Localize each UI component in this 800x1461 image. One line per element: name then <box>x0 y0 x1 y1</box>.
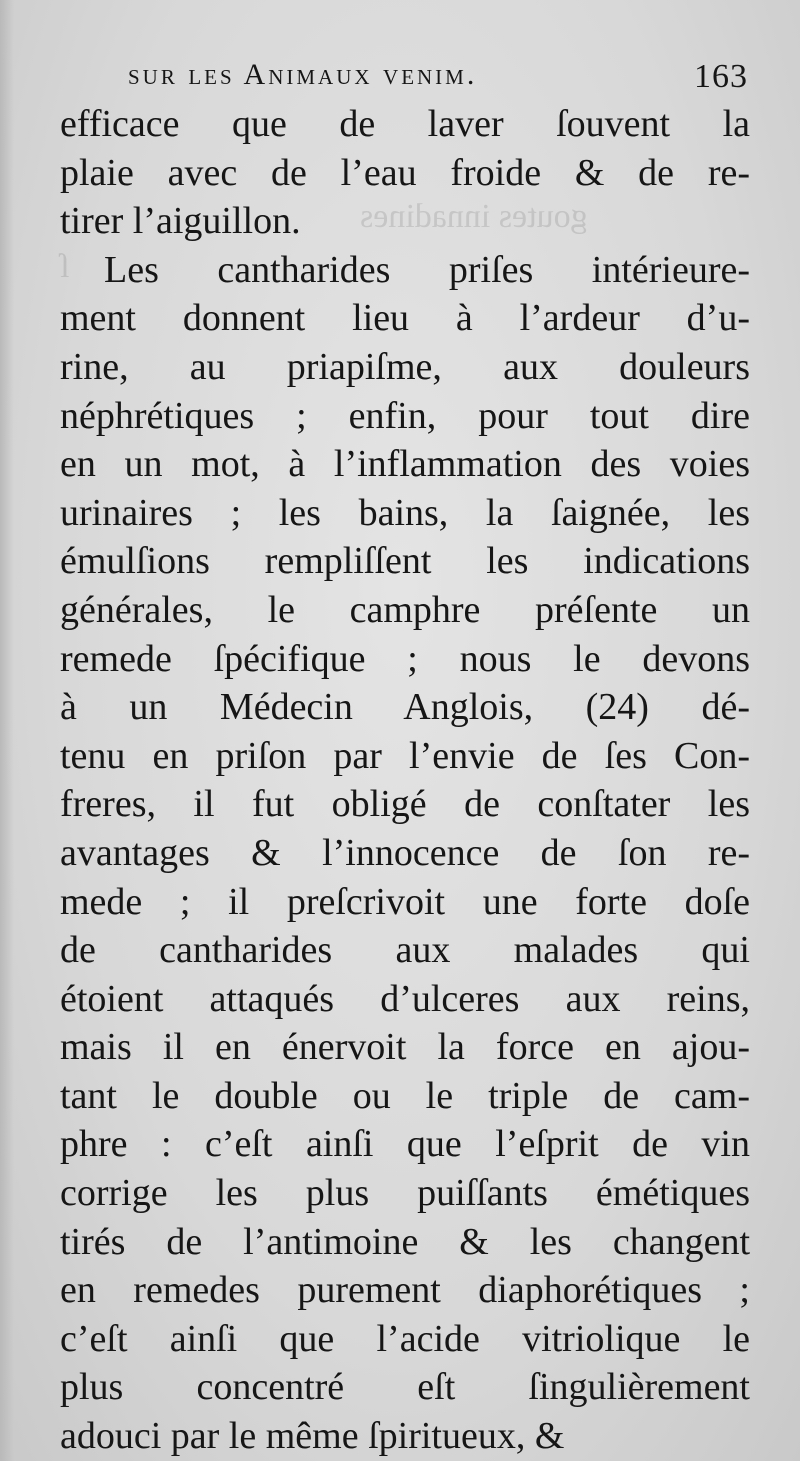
text-line: mais il en énervoit la force en ajou- <box>60 1026 750 1069</box>
text-line: générales, le camphre préſente un <box>60 588 750 631</box>
text-line: adouci par le même ſpiritueux, & <box>60 1415 565 1458</box>
text-line: en un mot, à l’inflammation des voies <box>60 443 750 486</box>
text-line: à un Médecin Anglois, (24) dé- <box>60 686 750 729</box>
text-line: néphrétiques ; enfin, pour tout dire <box>60 394 750 437</box>
text-line: tant le double ou le triple de cam- <box>60 1074 750 1117</box>
text-line: tirer l’aiguillon. <box>60 200 301 243</box>
show-through-text: goutes innadines <box>360 198 588 235</box>
body-text <box>60 100 750 1461</box>
running-title: sur les Animaux venim. <box>128 58 478 91</box>
text-line: tenu en priſon par l’envie de ſes Con- <box>60 734 750 777</box>
text-line: corrige les plus puiſſants émétiques <box>60 1172 750 1215</box>
text-line: c’eſt ainſi que l’acide vitriolique le <box>60 1317 750 1360</box>
text-line: freres, il fut obligé de conſtater les <box>60 783 750 826</box>
page-number: 163 <box>694 58 748 95</box>
text-line: tirés de l’antimoine & les changent <box>60 1220 750 1263</box>
text-line: avantages & l’innocence de ſon re- <box>60 831 750 874</box>
text-line: plaie avec de l’eau froide & de re- <box>60 151 750 194</box>
text-line: efficace que de laver ſouvent la <box>60 103 750 145</box>
text-line: de cantharides aux malades qui <box>60 929 750 972</box>
text-line: plus concentré eſt ſingulièrement <box>60 1366 750 1409</box>
text-line: en remedes purement diaphorétiques ; <box>60 1269 750 1312</box>
text-line: ment donnent lieu à l’ardeur d’u- <box>60 297 750 340</box>
page-edge-shadow <box>0 0 14 1461</box>
text-line: rine, au priapiſme, aux douleurs <box>60 345 750 388</box>
show-through-text: ſ <box>60 248 70 285</box>
running-head <box>128 58 748 98</box>
text-line: remede ſpécifique ; nous le devons <box>60 637 750 680</box>
text-line: étoient attaqués d’ulceres aux reins, <box>60 977 750 1020</box>
text-line: émulſions rempliſſent les indications <box>60 540 750 583</box>
text-line: phre : c’eſt ainſi que l’eſprit de vin <box>60 1123 750 1166</box>
text-line: Les cantharides priſes intérieure- <box>104 248 750 291</box>
text-line: mede ; il preſcrivoit une forte doſe <box>60 880 750 923</box>
text-line: urinaires ; les bains, la ſaignée, les <box>60 491 750 534</box>
